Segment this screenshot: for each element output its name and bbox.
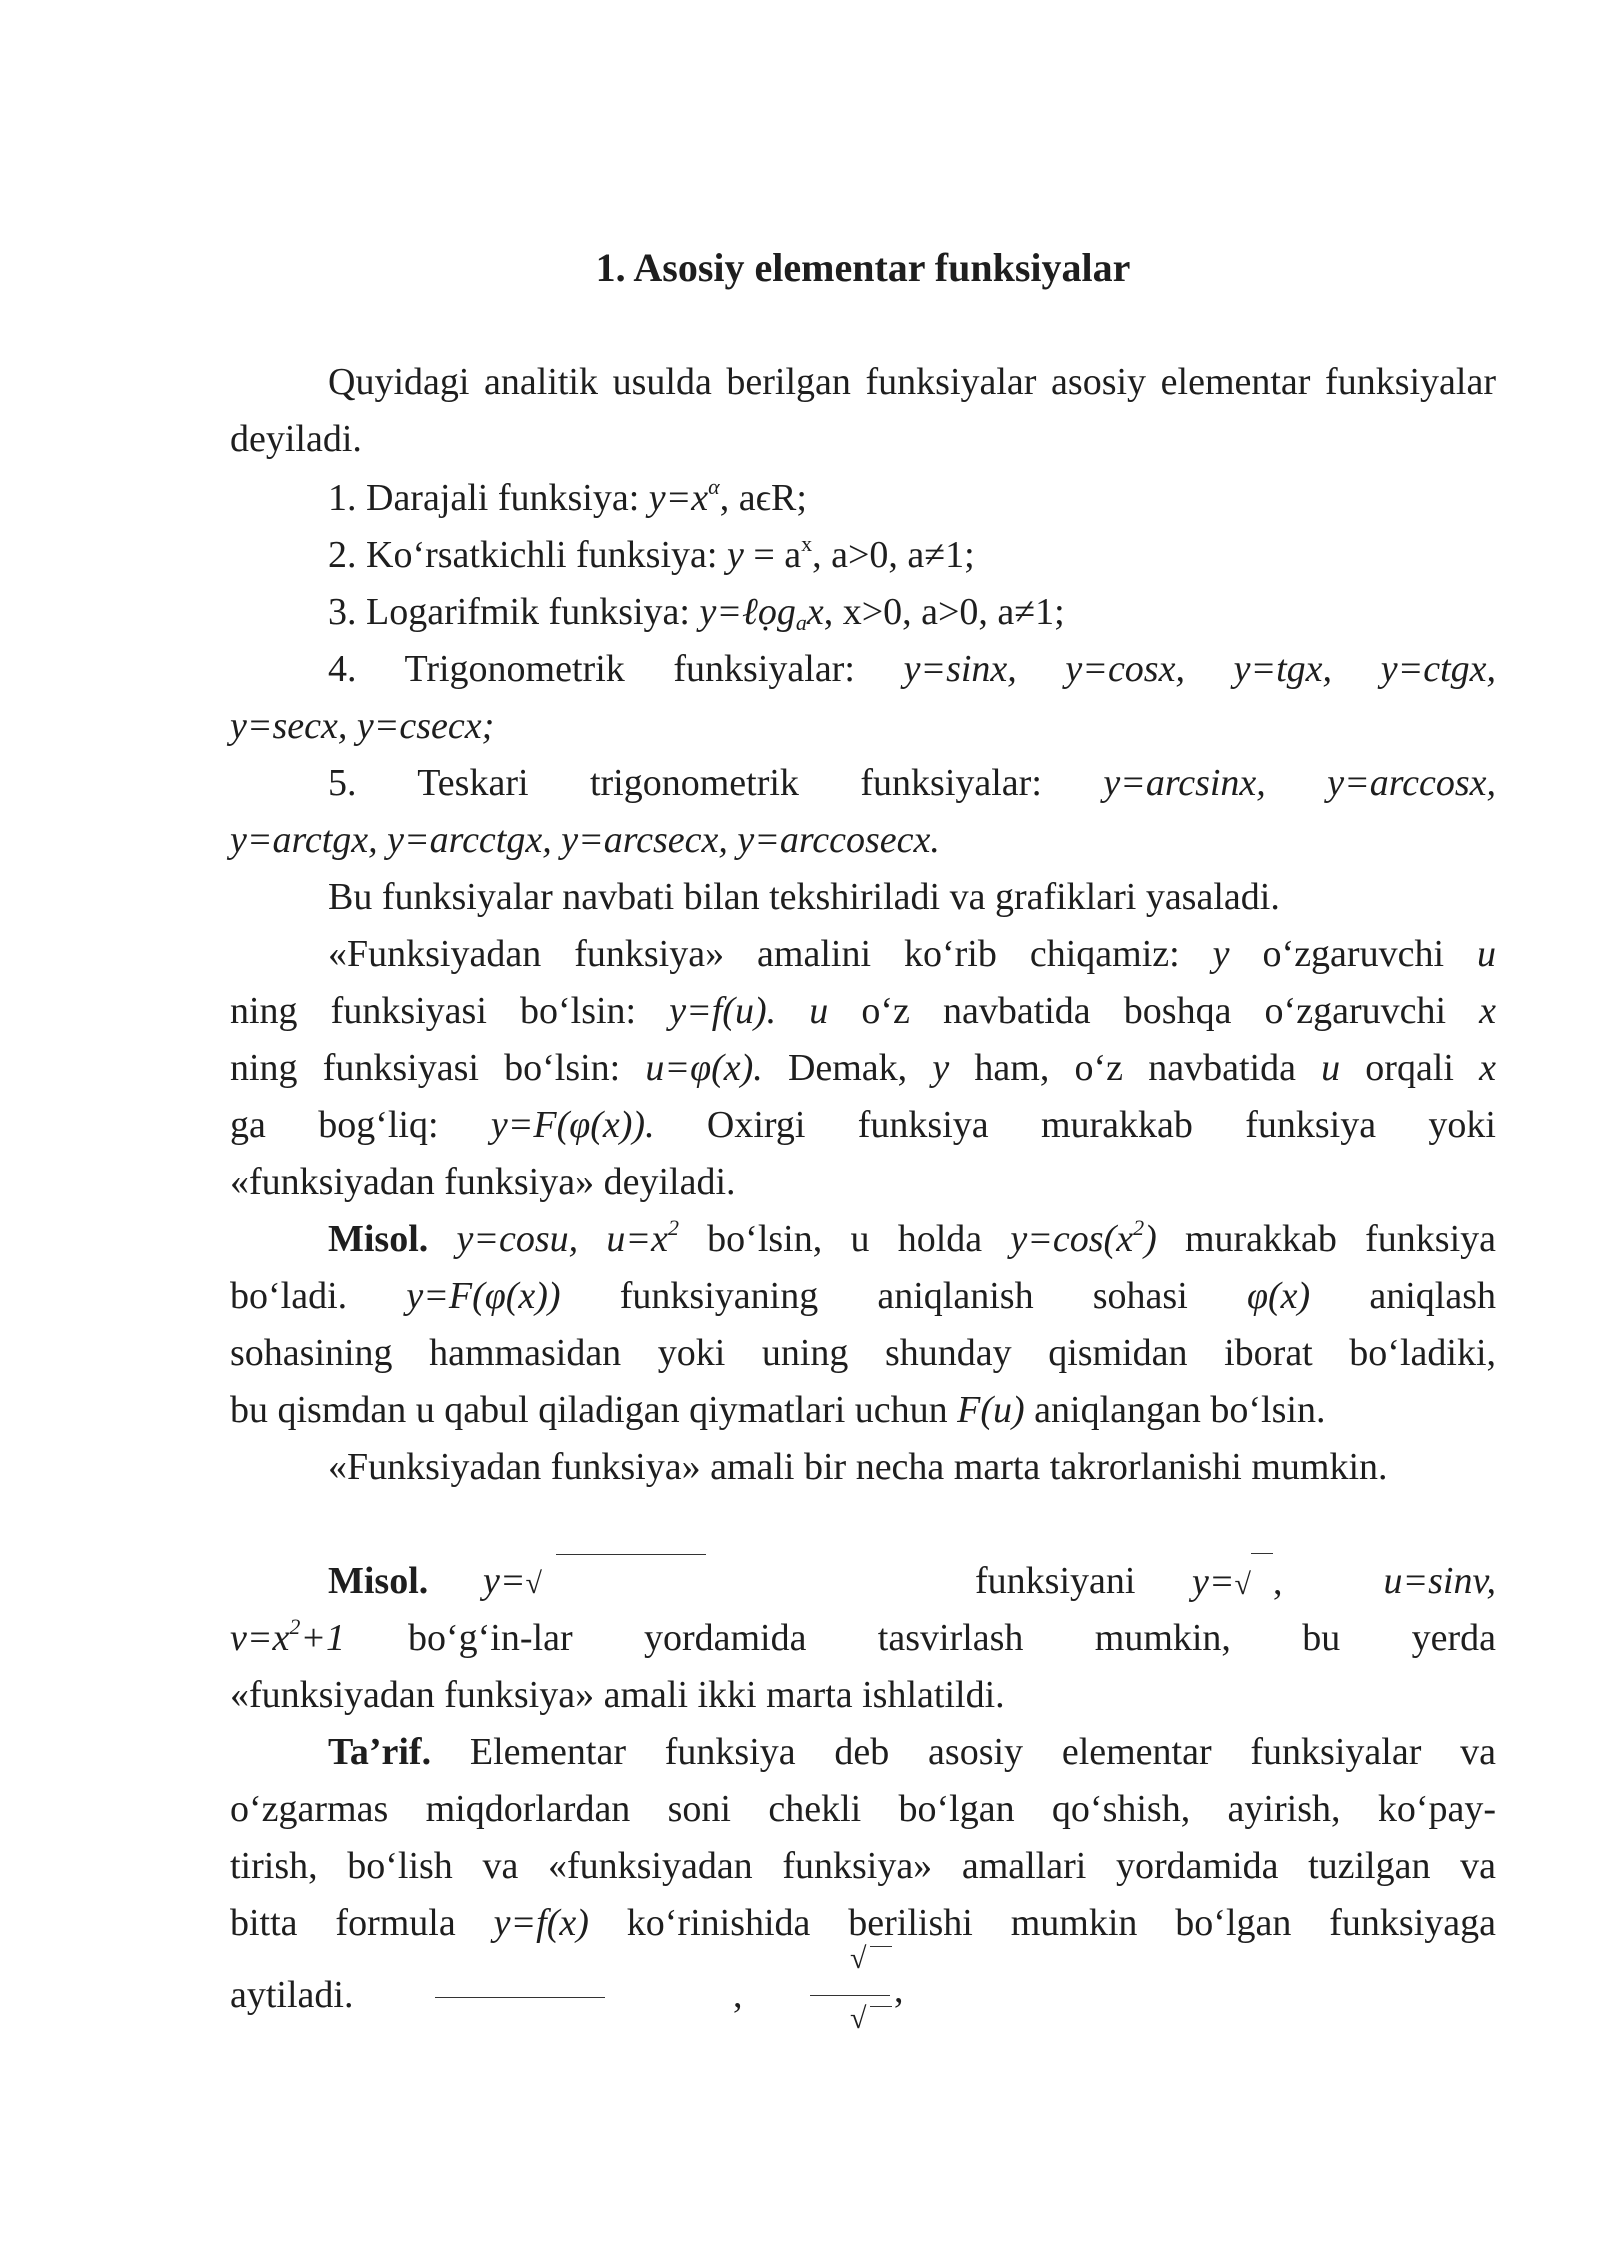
fragment-sqrt-bottom: √ [850,2002,867,2035]
list-item-power: 1. Darajali funksiya: $y=x^\alpha$, aϵR; [328,474,807,519]
composite-line-3: ning funksiyasi bo‘lsin: u=φ(x). Demak, y ham, o‘z navbatida u orqali x [230,1047,1496,1089]
definition-line-4: bitta formula y=f(x) ko‘rinishida berilishi mumkin bo‘lgan funksiyaga [230,1902,1496,1944]
sqrt-vinculum [556,1554,706,1555]
definition-line-3: tirish, bo‘lish va «funksiyadan funksiya» amallari yordamida tuzilgan va [230,1845,1496,1887]
example1-line-1: Misol. y=cosu, $u=x^2$ bo‘lsin, u holda $y=\cos(x^2)$ murakkab funksiya [328,1215,1497,1260]
list-item-trigonometric: 4. Trigonometrik funksiyalar: y=sinx, y=cosx, y=tgx, y=ctgx, [328,648,1496,690]
list-item-trigonometric-cont: y=secx, y=csecx; [230,705,495,747]
example2-line-2: $v=x^2+1$ [230,1614,346,1659]
example2-formula-y: y=√ [483,1560,542,1602]
example2-formula-y2: y=√ , [1192,1553,1282,1613]
list-item-inverse-trig: 5. Teskari trigonometrik funksiyalar: y=arcsinx, y=arccosx, [328,762,1496,804]
fragment-sqrt-bottom-vinculum [870,2006,892,2007]
fragment-sqrt-top-vinculum [870,1946,892,1947]
composite-line-2: ning funksiyasi bo‘lsin: y=f(u). u o‘z navbatida boshqa o‘zgaruvchi x [230,990,1497,1032]
list-item-inverse-trig-cont: y=arctgx, y=arcctgx, y=arcsecx, y=arccosecx. [230,819,940,861]
example1-line-2: bo‘ladi. y=F(φ(x)) funksiyaning aniqlanish sohasi φ(x) aniqlash [230,1275,1497,1317]
composite-line-5: «funksiyadan funksiya» deyiladi. [230,1161,736,1203]
fragment-comma-1: , [733,1974,743,2016]
example2-line-3: «funksiyadan funksiya» amali ikki marta ishlatildi. [230,1674,1005,1716]
composite-line-4: ga bog‘liq: y=F(φ(x)). Oxirgi funksiya murakkab funksiya yoki [230,1104,1496,1146]
intro-paragraph: Quyidagi analitik usulda berilgan funksiyalar asosiy elementar funksiyalar deyiladi. [230,361,1496,460]
study-sentence: Bu funksiyalar navbati bilan tekshiriladi va grafiklari yasaladi. [328,876,1280,918]
fragment-sqrt-top: √ [850,1942,867,1975]
example2-label: Misol. [328,1560,429,1602]
list-item-logarithmic: 3. Logarifmik funksiya: y=ℓọg$_a$x, x>0, a>0, a≠1; [328,591,1065,635]
fragment-comma-2: , [894,1969,904,2011]
example2-u-formula: u=sinv, [1383,1560,1496,1602]
document-page [230,0,1496,2262]
example2-line-2-text: bo‘g‘in-lar yordamida tasvirlash mumkin, bu yerda [408,1617,1496,1659]
repeat-paragraph: «Funksiyadan funksiya» amali bir necha marta takrorlanishi mumkin. [328,1446,1388,1488]
definition-line-5: aytiladi. [230,1974,354,2016]
example1-line-3: sohasining hammasidan yoki uning shunday qismidan iborat bo‘ladiki, [230,1332,1496,1374]
list-item-exponential: 2. Ko‘rsatkichli funksiya: $y = a^x$, a>0, a≠1; [328,531,975,576]
example2-text: funksiyani [975,1560,1136,1602]
example1-line-4: bu qismdan u qabul qiladigan qiymatlari uchun F(u) aniqlangan bo‘lsin. [230,1389,1326,1431]
definition-line-1: Ta’rif. Elementar funksiya deb asosiy elementar funksiyalar va [328,1731,1496,1773]
fraction-bar-1 [435,1997,605,1998]
section-title: 1. Asosiy elementar funksiyalar [595,245,1131,290]
definition-line-2: o‘zgarmas miqdorlardan soni chekli bo‘lgan qo‘shish, ayirish, ko‘pay- [230,1788,1496,1830]
composite-line-1: «Funksiyadan funksiya» amalini ko‘rib chiqamiz: y o‘zgaruvchi u [328,933,1496,975]
